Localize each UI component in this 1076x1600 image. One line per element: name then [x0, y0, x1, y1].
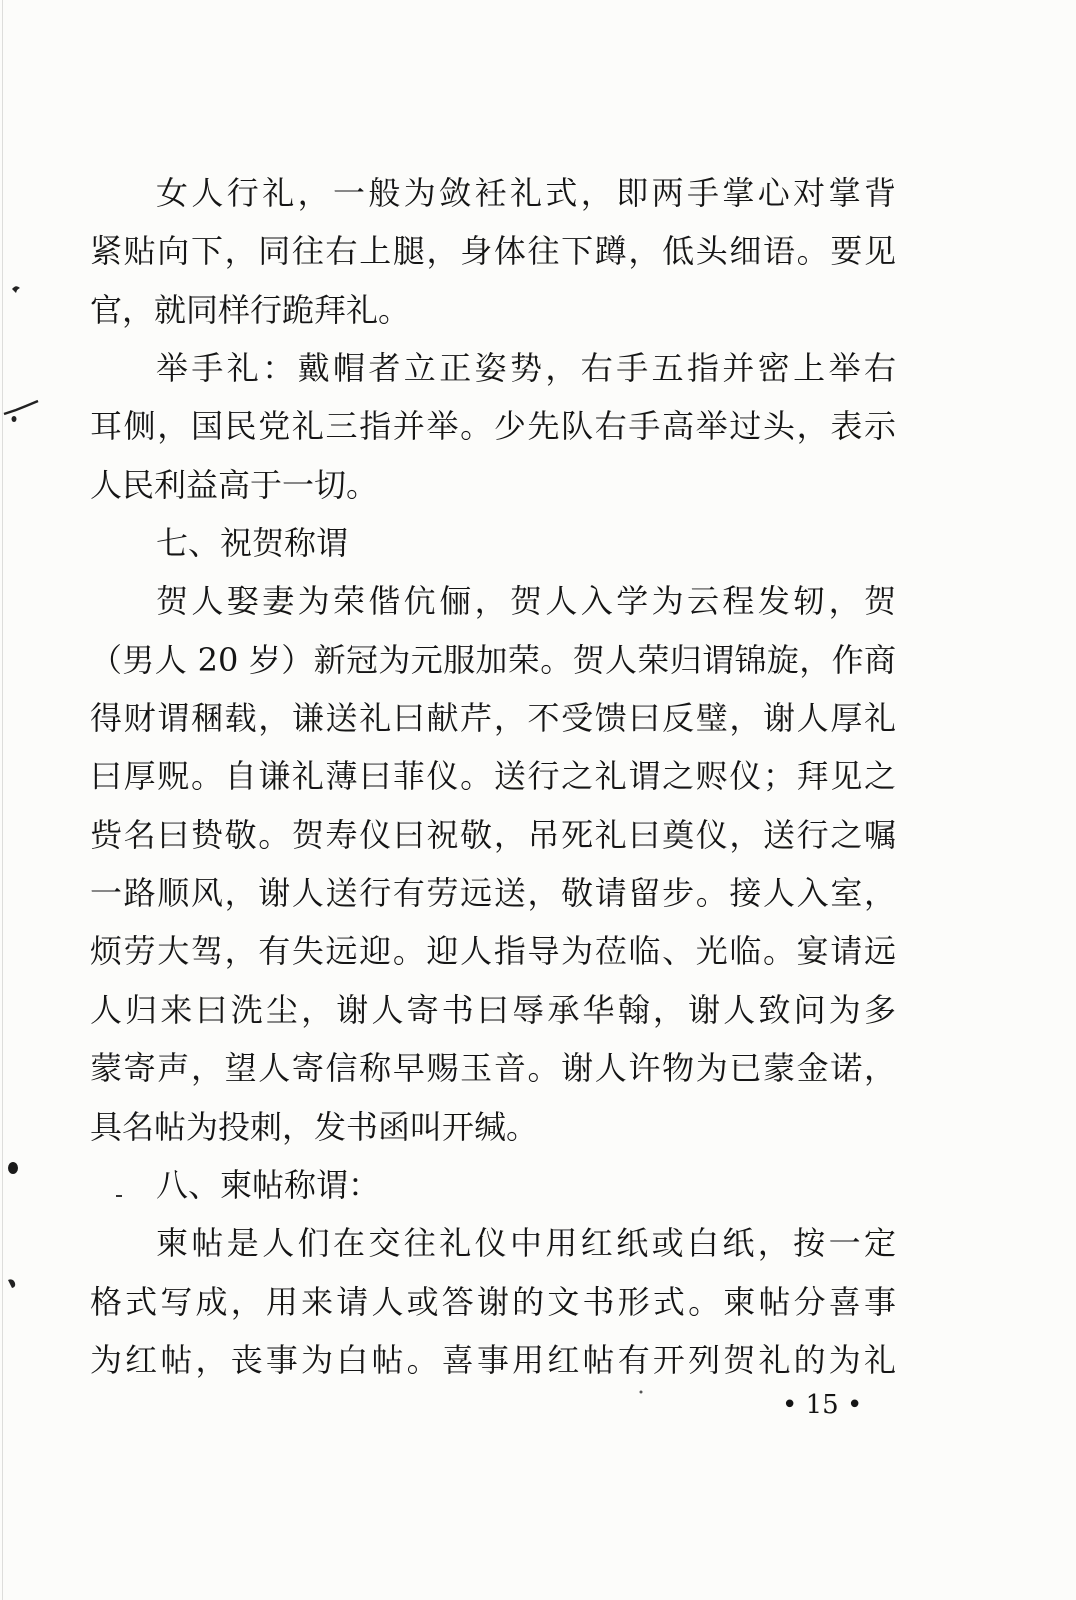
text-line: 一路顺风，谢人送行有劳远送，敬请留步。接人入室，	[90, 874, 896, 913]
text-line: 人民利益高于一切。	[90, 465, 379, 504]
text-line: 官，就同样行跪拜礼。	[90, 290, 411, 329]
text-line: 得财谓稛载，谦送礼曰献芹，不受馈曰反璧，谢人厚礼	[90, 699, 896, 738]
paragraph	[90, 164, 896, 339]
section-8	[90, 1156, 896, 1389]
scan-speck	[12, 286, 20, 293]
scan-speck	[12, 416, 17, 422]
section-continuation	[90, 164, 896, 514]
scan-speck	[4, 401, 38, 414]
text-line: 举手礼：戴帽者立正姿势，右手五指并密上举右	[156, 349, 896, 388]
text-line: 贺人娶妻为荣偕伉俪，贺人入学为云程发轫，贺	[156, 582, 896, 621]
text-line: 格式写成，用来请人或答谢的文书形式。柬帖分喜事	[90, 1282, 896, 1321]
paragraph	[90, 1214, 896, 1389]
scan-speck	[640, 1391, 643, 1394]
section-heading: 八、柬帖称谓：	[156, 1165, 381, 1204]
text-line: 耳侧，国民党礼三指并举。少先队右手高举过头，表示	[90, 407, 896, 446]
text-line: 蒙寄声，望人寄信称早赐玉音。谢人许物为已蒙金诺，	[90, 1049, 896, 1088]
scan-speck	[8, 1279, 15, 1288]
text-line: 柬帖是人们在交往礼仪中用红纸或白纸，按一定	[156, 1224, 896, 1263]
text-line: 为红帖，丧事为白帖。喜事用红帖有开列贺礼的为礼	[90, 1340, 896, 1379]
text-line: 曰厚贶。自谦礼薄曰菲仪。送行之礼谓之赆仪；拜见之	[90, 757, 896, 796]
scan-speck	[8, 1162, 18, 1174]
paragraph	[90, 572, 896, 1155]
text-line: 具名帖为投刺，发书函叫开缄。	[90, 1107, 539, 1146]
body-text	[90, 164, 896, 1389]
section-7	[90, 514, 896, 1156]
text-line: 烦劳大驾，有失远迎。迎人指导为莅临、光临。宴请远	[90, 932, 896, 971]
section-heading: 七、祝贺称谓	[156, 524, 349, 563]
text-line: 赀名曰贽敬。贺寿仪曰祝敬，吊死礼曰奠仪，送行之嘱	[90, 815, 896, 854]
text-line: 人归来曰洗尘，谢人寄书曰辱承华翰，谢人致问为多	[90, 990, 896, 1029]
page-edge	[2, 0, 3, 1600]
text-line: （男人 20 岁）新冠为元服加荣。贺人荣归谓锦旋，作商	[90, 640, 896, 679]
text-line: 女人行礼，一般为敛衽礼式，即两手掌心对掌背	[156, 174, 896, 212]
text-line: 紧贴向下，同往右上腿，身体往下蹲，低头细语。要见	[90, 232, 896, 271]
page-number: • 15 •	[782, 1390, 863, 1420]
paragraph	[90, 339, 896, 514]
